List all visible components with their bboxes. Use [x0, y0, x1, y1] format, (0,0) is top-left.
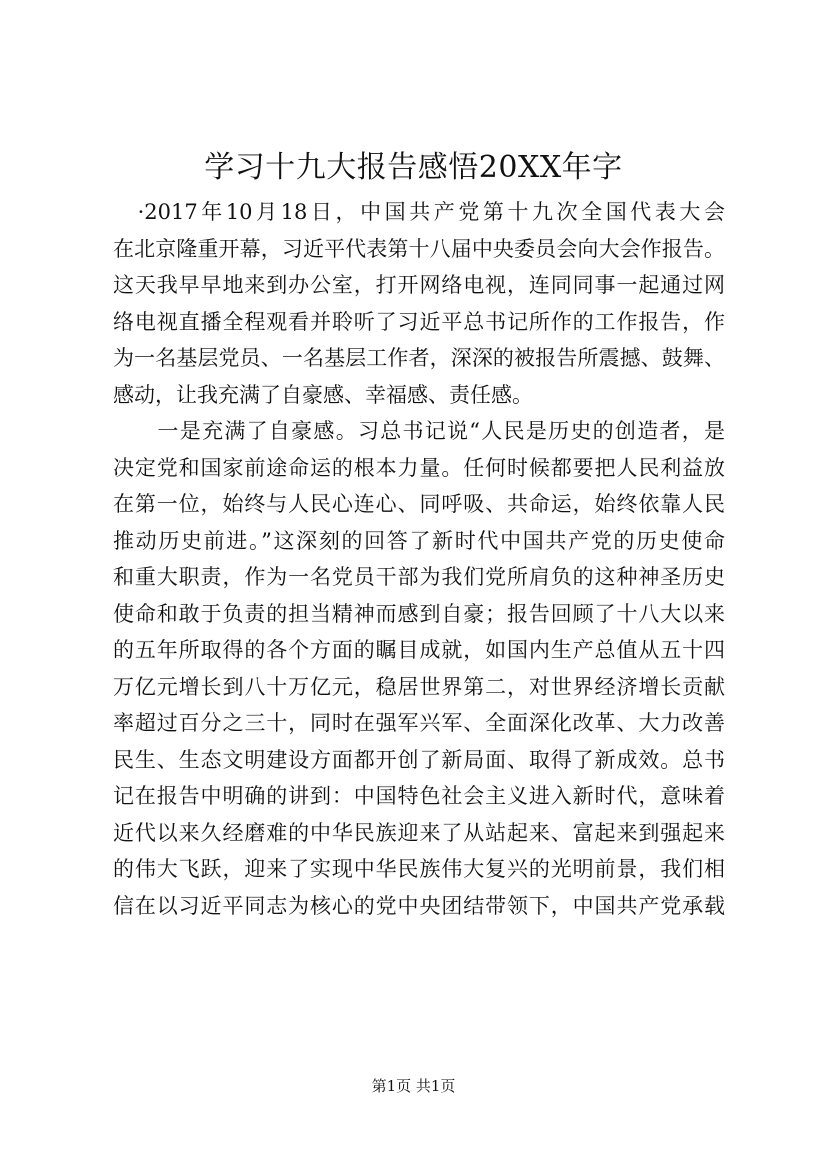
- body-line: 万亿元增长到八十万亿元，稳居世界第二，对世界经济增长贡献: [113, 674, 725, 699]
- body-line: 感动，让我充满了自豪感、幸福感、责任感。: [113, 382, 533, 407]
- body-line: 的伟大飞跃，迎来了实现中华民族伟大复兴的光明前景，我们相: [113, 857, 725, 881]
- body-line: 率超过百分之三十，同时在强军兴军、全面深化改革、大力改善: [113, 711, 725, 735]
- document-title: 学习十九大报告感悟20XX年字: [204, 150, 623, 185]
- body-line: 使命和敢于负责的担当精神而感到自豪；报告回顾了十八大以来: [113, 601, 725, 626]
- body-line: 推动历史前进。”这深刻的回答了新时代中国共产党的历史使命: [113, 528, 725, 553]
- body-line: 的五年所取得的各个方面的瞩目成就，如国内生产总值从五十四: [113, 638, 725, 662]
- body-line: 络电视直播全程观看并聆听了习近平总书记所作的工作报告，作: [113, 309, 725, 334]
- body-line: 记在报告中明确的讲到：中国特色社会主义进入新时代，意味着: [113, 784, 725, 808]
- body-line: 在北京隆重开幕，习近平代表第十八届中央委员会向大会作报告。: [113, 236, 725, 261]
- document-body: [113, 194, 725, 924]
- body-line: 在第一位，始终与人民心连心、同呼吸、共命运，始终依靠人民: [113, 492, 725, 516]
- body-line: 民生、生态文明建设方面都开创了新局面、取得了新成效。总书: [113, 747, 725, 772]
- body-line: 决定党和国家前途命运的根本力量。任何时候都要把人民利益放: [113, 455, 725, 480]
- body-line: 信在以习近平同志为核心的党中央团结带领下，中国共产党承载: [113, 893, 725, 918]
- page-footer: 第1页 共1页: [371, 1077, 456, 1095]
- body-line: ·2017年10月18日，中国共产党第十九次全国代表大会: [113, 200, 725, 224]
- body-line: 这天我早早地来到办公室，打开网络电视，连同同事一起通过网: [113, 273, 725, 297]
- body-line: 近代以来久经磨难的中华民族迎来了从站起来、富起来到强起来: [113, 820, 725, 845]
- body-line: 为一名基层党员、一名基层工作者，深深的被报告所震撼、鼓舞、: [113, 346, 725, 370]
- body-line: 和重大职责，作为一名党员干部为我们党所肩负的这种神圣历史: [113, 565, 725, 589]
- body-line: 一是充满了自豪感。习总书记说“人民是历史的创造者，是: [113, 419, 725, 443]
